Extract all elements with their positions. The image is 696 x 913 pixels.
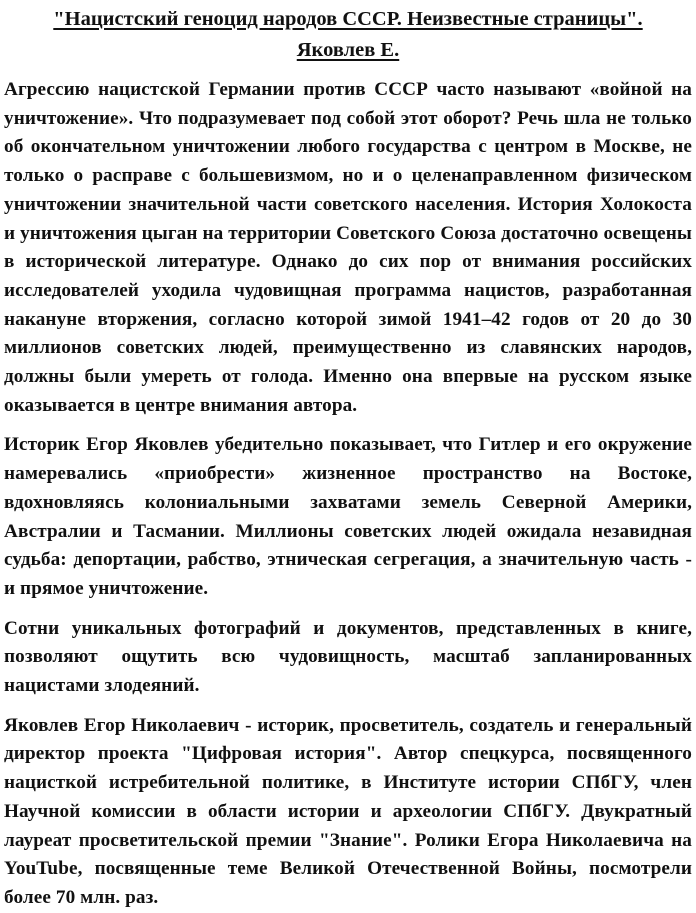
book-title: "Нацистский геноцид народов СССР. Неизвестные страницы". bbox=[53, 8, 643, 30]
paragraph-illustrations: Сотни уникальных фотографий и документов, представленных в книге, позволяют ощутить всю чудовищность, масштаб запланированных нацистами злодеяний. bbox=[4, 617, 692, 697]
document-header bbox=[4, 4, 692, 66]
paragraph-annotation: Агрессию нацистской Германии против СССР часто называют «войной на уничтожение». Что подразумевает под собой этот оборот? Речь шла не только об окончательном уничтожении любого государства с центром в Москве, не только о расправе с большевизмом, но и о целенаправленном физическом уничтожении значительной части советского населения. История Холокоста и уничтожения цыган на территории Советского Союза достаточно освещены в исторической литературе. Однако до сих пор от внимания российских исследователей уходила чудовищная программа нацистов, разработанная накануне вторжения, согласно которой зимой 1941–42 годов от 20 до 30 миллионов советских людей, преимущественно из славянских народов, должны были умереть от голода. Именно она впервые на русском языке оказывается в центре внимания автора. bbox=[4, 79, 692, 416]
book-author: Яковлев Е. bbox=[296, 39, 400, 61]
paragraph-author-bio: Яковлев Егор Николаевич - историк, просветитель, создатель и генеральный директор проекта "Цифровая история". Автор спецкурса, посвященного нацисткой истребительной политике, в Институте истории СПбГУ, член Научной комиссии в области истории и археологии СПбГУ. Двукратный лауреат просветительской премии "Знание". Ролики Егора Николаевича на YouTube, посвященные теме Великой Отечественной Войны, посмотрели более 70 млн. раз. bbox=[4, 714, 692, 908]
paragraph-thesis: Историк Егор Яковлев убедительно показывает, что Гитлер и его окружение намеревались «приобрести» жизненное пространство на Востоке, вдохновляясь колониальными захватами земель Северной Америки, Австралии и Тасмании. Миллионы советских людей ожидала незавидная судьба: депортации, рабство, этническая сегрегация, а значительную часть - и прямое уничтожение. bbox=[4, 434, 692, 599]
